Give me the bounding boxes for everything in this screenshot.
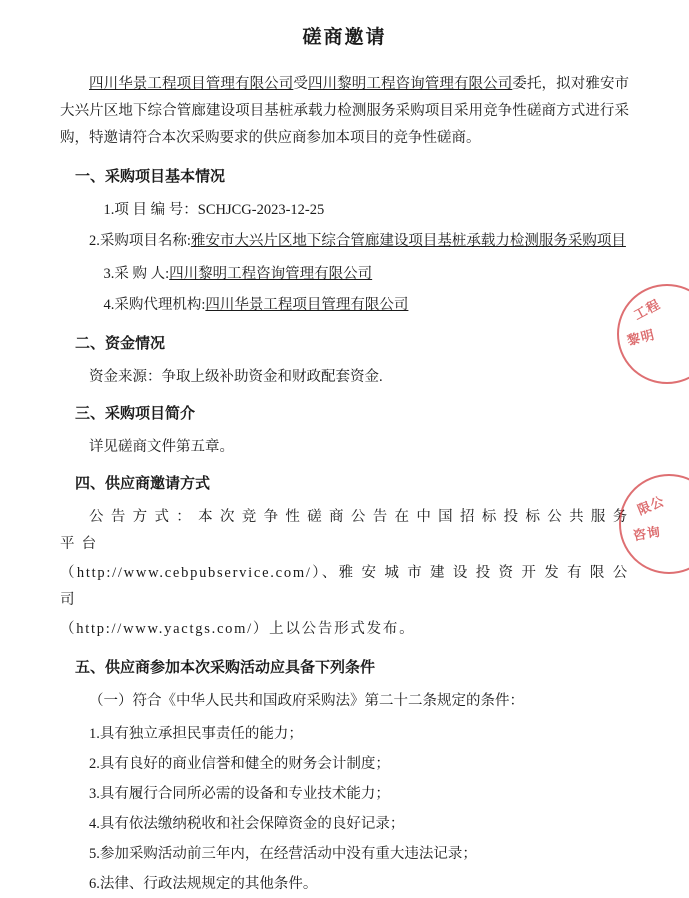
seal-stamp-bottom	[619, 474, 689, 574]
announcement-line-2: （http://www.cebpubservice.com/）、雅 安 城 市 建 设 投 资 开 发 有 限 公 司	[60, 565, 629, 608]
intro-body-text: 委托，拟对雅安市大兴片区地下综合管廊建设项目基桩承载力检测服务采购项目采用竞争性磋商方式进行采购，特邀请符合本次采购要求的供应商参加本项目的竞争性磋商。	[60, 76, 630, 146]
intro-agency-name: 四川华景工程项目管理有限公司	[89, 76, 294, 92]
section-heading-2: 二、资金情况	[75, 336, 166, 352]
intro-connector-1: 受	[293, 76, 308, 92]
announcement-line-1: 公 告 方 式 ： 本 次 竞 争 性 磋 商 公 告 在 中 国 招 标 投 标 公 共 服 务 平 台	[60, 509, 629, 552]
section-heading-3: 三、采购项目简介	[75, 406, 196, 422]
project-number-label: 1.项 目 编 号：	[103, 202, 198, 218]
project-name-label: 2.采购项目名称:	[89, 233, 191, 249]
project-brief-text: 详见磋商文件第五章。	[89, 439, 234, 455]
agent-label: 4.采购代理机构:	[103, 297, 206, 313]
section-heading-1: 一、采购项目基本情况	[75, 169, 226, 185]
list-item: 3.具有履行合同所必需的设备和专业技术能力；	[89, 786, 390, 802]
seal-top-text-1: 工程	[631, 296, 663, 323]
intro-client-name: 四川黎明工程咨询管理有限公司	[307, 76, 513, 92]
project-name-value: 雅安市大兴片区地下综合管廊建设项目基桩承载力检测服务采购项目	[190, 233, 626, 249]
section-heading-5: 五、供应商参加本次采购活动应具备下列条件	[75, 660, 376, 676]
announcement-line-3: （http://www.yactgs.com/）上以公告形式发布。	[60, 621, 416, 637]
agent-value: 四川华景工程项目管理有限公司	[205, 297, 409, 313]
agent-row	[60, 292, 629, 319]
seal-top-text-2: 黎明	[625, 326, 657, 349]
list-item: 2.具有良好的商业信誉和健全的财务会计制度；	[89, 756, 390, 772]
intro-paragraph	[60, 71, 629, 152]
project-number-row	[60, 197, 629, 224]
conditions-subheading: （一）符合《中华人民共和国政府采购法》第二十二条规定的条件：	[89, 693, 524, 709]
list-item: 1.具有独立承担民事责任的能力；	[89, 726, 303, 742]
list-item: 6.法律、行政法规规定的其他条件。	[89, 876, 318, 892]
seal-bottom-text-1: 限公	[635, 493, 667, 518]
seal-bottom-text-2: 咨询	[631, 523, 663, 544]
funding-source-text: 资金来源：争取上级补助资金和财政配套资金.	[89, 369, 383, 385]
list-item: 5.参加采购活动前三年内，在经营活动中没有重大违法记录；	[89, 846, 477, 862]
purchaser-row	[60, 261, 629, 288]
project-number-value: SCHJCG-2023-12-25	[197, 202, 325, 218]
purchaser-value: 四川黎明工程咨询管理有限公司	[169, 266, 373, 282]
page-title: 磋商邀请	[302, 27, 387, 48]
section-heading-4: 四、供应商邀请方式	[75, 476, 211, 492]
list-item: 4.具有依法缴纳税收和社会保障资金的良好记录；	[89, 816, 405, 832]
document-page	[0, 22, 689, 892]
purchaser-label: 3.采 购 人:	[103, 266, 170, 282]
project-name-row	[60, 228, 629, 255]
